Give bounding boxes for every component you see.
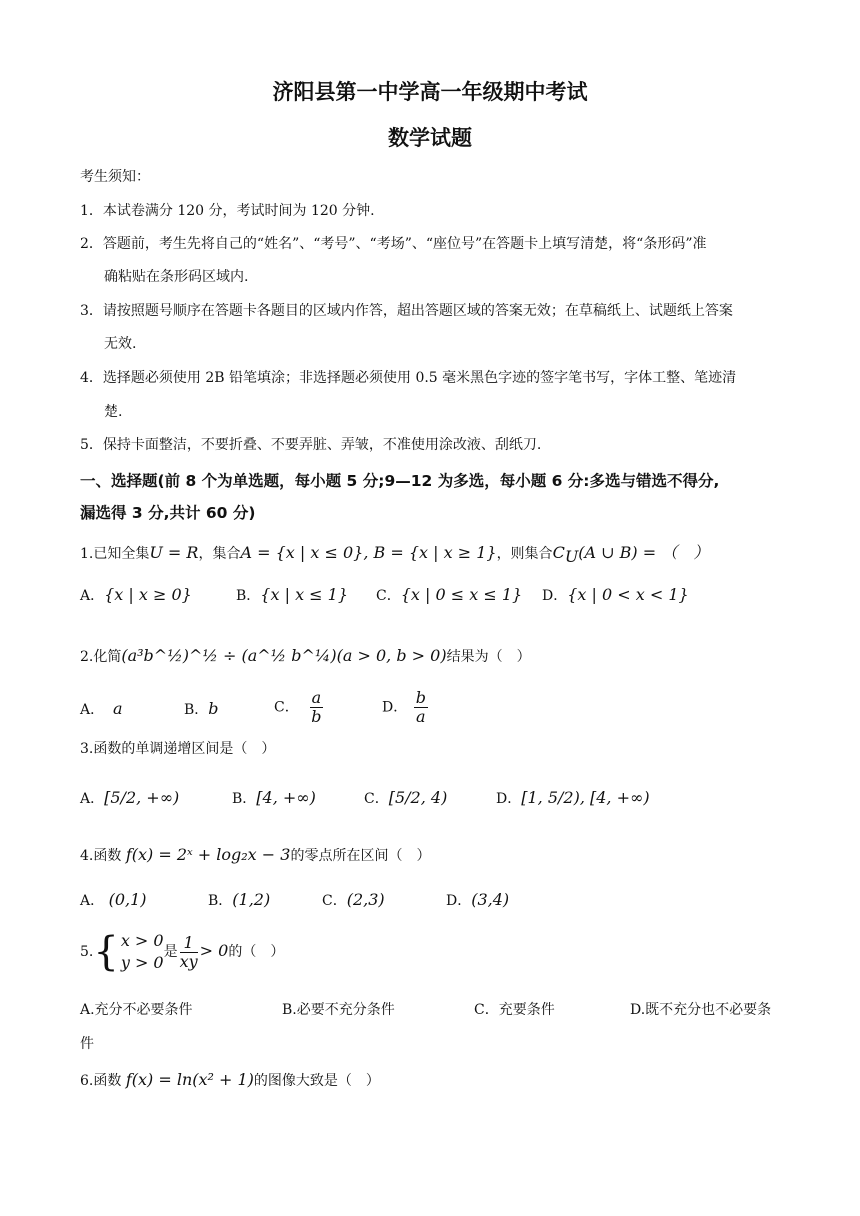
q2-suffix: 结果为（ ） — [446, 649, 531, 665]
q4-prefix: 4.函数 — [80, 848, 122, 864]
q2-option-b-label: B． — [184, 702, 209, 718]
q2-option-d-label: D． — [382, 699, 408, 716]
q6-function: f(x) = ln(x² + 1) — [125, 1070, 254, 1089]
q5-numerator: 1 — [180, 934, 198, 953]
q3-option-b-value: [4, +∞) — [256, 788, 316, 807]
q5-inequality: > 0 — [199, 941, 229, 960]
notice-item-4: 4．选择题必须使用 2B 铅笔填涂；非选择题必须使用 0.5 毫米黑色字迹的签字笔书写，字体工整、笔迹清 — [80, 370, 737, 386]
q2-option-c-numerator: a — [311, 688, 322, 707]
q2-option-c-denominator: b — [311, 707, 322, 726]
q2-option-c-fraction — [310, 689, 324, 726]
q1-option-a — [80, 585, 192, 605]
q4-suffix: 的零点所在区间（ ） — [290, 848, 431, 864]
q4-option-a — [80, 890, 147, 910]
section-heading-line1: 一、选择题(前 8 个为单选题，每小题 5 分;9—12 为多选，每小题 6 分:多选与错选不得分, — [80, 472, 720, 490]
q1-complement-sub: U — [564, 546, 579, 566]
question-2 — [80, 646, 531, 666]
q5-fraction — [180, 934, 198, 971]
q4-option-b-label: B． — [208, 893, 233, 909]
q5-option-d-wrap: 件 — [80, 1036, 94, 1052]
q2-option-a-value: a — [113, 699, 123, 718]
q1-mid2: ，则集合 — [496, 546, 553, 562]
q2-prefix: 2.化简 — [80, 649, 122, 665]
exam-subtitle: 数学试题 — [388, 126, 472, 150]
q4-option-d — [446, 890, 509, 910]
q3-option-b-label: B． — [232, 791, 257, 807]
question-5 — [80, 930, 284, 974]
q4-option-d-label: D． — [446, 893, 472, 909]
q5-system-rows — [121, 930, 164, 974]
q5-brace: { — [93, 929, 119, 975]
q6-prefix: 6.函数 — [80, 1073, 122, 1089]
q5-prefix: 5. — [80, 944, 94, 960]
q2-option-c — [274, 689, 325, 726]
q5-option-d: D.既不充分也不必要条 — [630, 1002, 772, 1018]
section-heading-line2: 漏选得 3 分,共计 60 分) — [80, 504, 256, 522]
q4-option-b-value: (1,2) — [232, 890, 271, 909]
q1-option-c-value: {x | 0 ≤ x ≤ 1} — [400, 585, 523, 604]
question-4 — [80, 845, 430, 865]
q4-function: f(x) = 2ˣ + log₂x − 3 — [125, 845, 291, 864]
q3-option-c-value: [5/2, 4) — [388, 788, 448, 807]
q1-option-c — [376, 585, 522, 605]
q1-option-b — [236, 585, 348, 605]
notice-item-2: 2．答题前，考生先将自己的“姓名”、“考号”、“考场”、“座位号”在答题卡上填写清楚，将“条形码”准 — [80, 236, 707, 252]
q6-suffix: 的图像大致是（ ） — [253, 1073, 380, 1089]
notice-item-1: 1．本试卷满分 120 分，考试时间为 120 分钟. — [80, 203, 375, 219]
q3-option-c — [364, 788, 447, 808]
q5-option-b: B.必要不充分条件 — [282, 1002, 395, 1018]
q1-option-b-label: B． — [236, 588, 261, 604]
q3-option-b — [232, 788, 316, 808]
q3-option-d-label: D． — [496, 791, 522, 807]
question-1 — [80, 540, 709, 566]
q4-option-c — [322, 890, 385, 910]
q2-condition: (a > 0, b > 0) — [336, 646, 447, 665]
q1-prefix: 1.已知全集 — [80, 546, 150, 562]
q2-option-b-value: b — [208, 699, 219, 718]
q4-option-c-label: C． — [322, 893, 347, 909]
q2-option-d-fraction — [414, 689, 428, 726]
q5-suffix: 的（ ） — [228, 944, 285, 960]
q1-option-d — [542, 585, 689, 605]
notice-item-3-cont: 无效. — [104, 336, 137, 352]
q2-option-b — [184, 699, 219, 719]
notice-item-2-cont: 确粘贴在条形码区域内. — [104, 269, 249, 285]
q4-option-b — [208, 890, 270, 910]
q1-option-c-label: C． — [376, 588, 401, 604]
notice-item-3: 3．请按照题号顺序在答题卡各题目的区域内作答，超出答题区域的答案无效；在草稿纸上、试题纸上答案 — [80, 303, 733, 319]
notice-item-5: 5．保持卡面整洁，不要折叠、不要弄脏、弄皱，不准使用涂改液、刮纸刀. — [80, 437, 542, 453]
q4-option-a-value: (0,1) — [108, 890, 147, 909]
q2-option-d-denominator: a — [416, 707, 426, 726]
q3-option-a — [80, 788, 179, 808]
q4-option-d-value: (3,4) — [471, 890, 510, 909]
q4-option-c-value: (2,3) — [346, 890, 385, 909]
q1-union: (A ∪ B) = （ ） — [578, 543, 710, 562]
notice-heading: 考生须知： — [80, 169, 150, 185]
q2-option-d-numerator: b — [415, 688, 426, 707]
exam-title: 济阳县第一中学高一年级期中考试 — [272, 80, 588, 104]
q3-option-a-label: A． — [80, 791, 105, 807]
q1-complement: C — [552, 543, 565, 562]
question-6 — [80, 1070, 380, 1090]
q1-option-a-label: A． — [80, 588, 105, 604]
q3-option-d — [496, 788, 650, 808]
q1-mid: ，集合 — [198, 546, 241, 562]
q3-option-a-value: [5/2, +∞) — [104, 788, 180, 807]
q1-sets: A = {x | x ≤ 0}, B = {x | x ≥ 1} — [240, 543, 497, 562]
q5-option-a: A.充分不必要条件 — [80, 1002, 193, 1018]
q2-option-a — [80, 699, 123, 719]
q4-option-a-label: A． — [80, 893, 105, 909]
q2-option-a-label: A． — [80, 702, 105, 718]
q5-denominator: xy — [179, 951, 198, 971]
q1-option-b-value: {x | x ≤ 1} — [260, 585, 349, 604]
q3-option-c-label: C． — [364, 791, 389, 807]
question-3: 3.函数的单调递增区间是（ ） — [80, 741, 276, 757]
q1-option-d-value: {x | 0 < x < 1} — [567, 585, 689, 604]
q2-option-c-label: C． — [274, 699, 299, 716]
notice-item-4-cont: 楚. — [104, 404, 123, 420]
q3-option-d-value: [1, 5/2), [4, +∞) — [521, 788, 650, 807]
q5-mid: 是 — [163, 944, 178, 960]
q5-row-2: y > 0 — [120, 953, 164, 972]
q5-option-c: C．充要条件 — [474, 1002, 555, 1018]
q2-option-d — [382, 689, 430, 726]
q2-expression: (a³b^½)^½ ÷ (a^½ b^¼) — [121, 646, 337, 665]
q5-row-1: x > 0 — [120, 931, 164, 950]
q1-option-a-value: {x | x ≥ 0} — [104, 585, 192, 604]
q1-option-d-label: D． — [542, 588, 568, 604]
q5-system — [93, 930, 163, 974]
q1-universal-set: U = R — [149, 543, 199, 562]
